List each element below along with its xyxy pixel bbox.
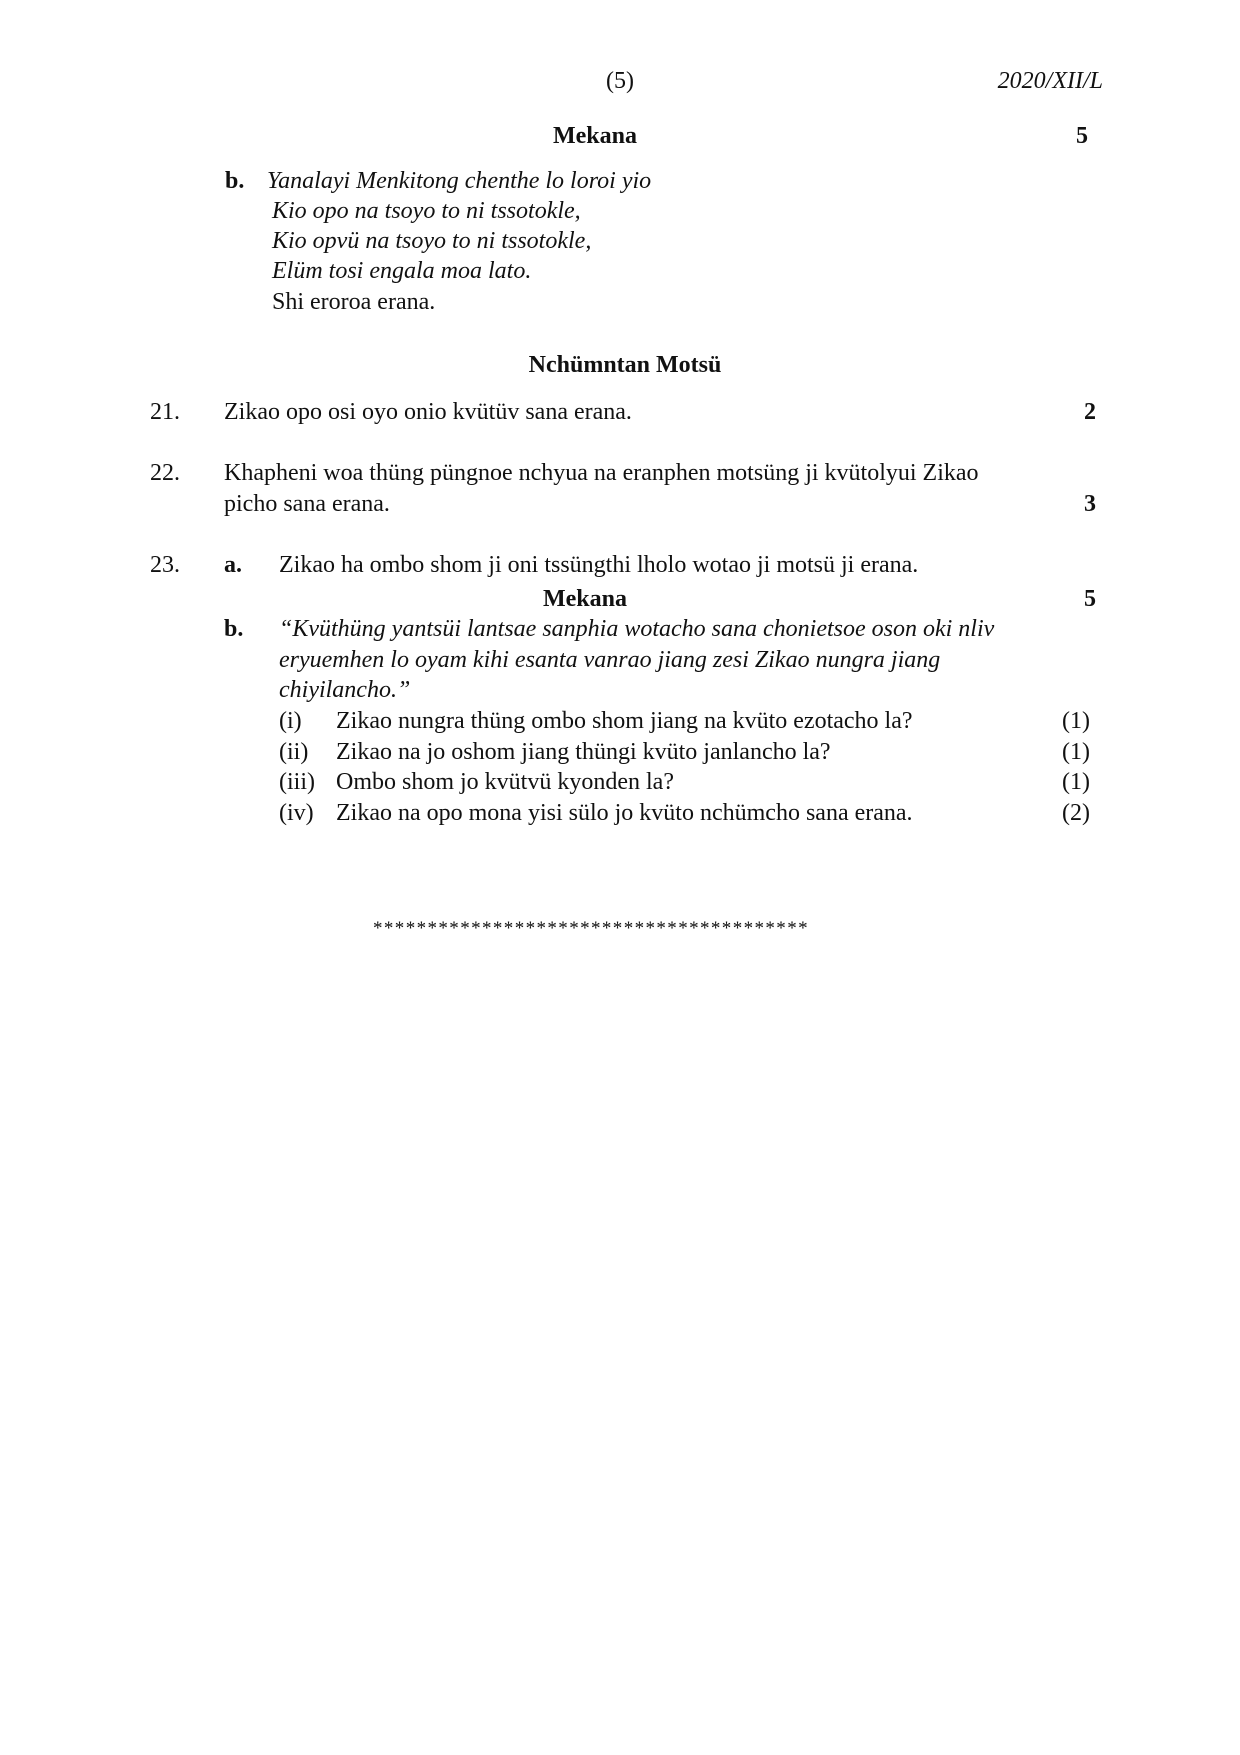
question-text-22-line-2: picho sana erana. <box>224 491 390 517</box>
subquestion-marks-iii: (1) <box>1062 769 1090 795</box>
subquestion-text-iv: Zikao na opo mona yisi sülo jo kvüto nchümcho sana erana. <box>336 800 913 826</box>
q23-quote-line-1: “Kvüthüng yantsüi lantsae sanphia wotacho sana chonietsoe oson oki nliv <box>279 616 995 642</box>
question-marks-21: 2 <box>1084 399 1096 425</box>
page-number: (5) <box>606 68 634 94</box>
subquestion-label-ii: (ii) <box>279 739 309 765</box>
or-label-top: Mekana <box>553 123 637 149</box>
subquestion-marks-iv: (2) <box>1062 800 1090 826</box>
subquestion-marks-i: (1) <box>1062 708 1090 734</box>
question-number-23: 23. <box>150 552 180 578</box>
q23-a-text: Zikao ha ombo shom ji oni tssüngthi lholo wotao ji motsü ji erana. <box>279 552 919 578</box>
poem-line-1: Yanalayi Menkitong chenthe lo loroi yio <box>267 168 652 194</box>
question-text-22-line-1: Khapheni woa thüng püngnoe nchyua na eranphen motsüng ji kvütolyui Zikao <box>224 460 979 486</box>
subquestion-text-iii: Ombo shom jo kvütvü kyonden la? <box>336 769 674 795</box>
q23-quote-line-3: chiyilancho.” <box>279 677 411 703</box>
poem-line-4: Elüm tosi engala moa lato. <box>272 258 532 284</box>
q23-b-label: b. <box>224 616 244 642</box>
subquestion-label-iii: (iii) <box>279 769 315 795</box>
poem-line-2: Kio opo na tsoyo to ni tssotokle, <box>272 198 581 224</box>
q23-a-label: a. <box>224 552 242 578</box>
or-label-q23: Mekana <box>543 586 627 612</box>
marks-q23: 5 <box>1084 586 1096 612</box>
question-number-21: 21. <box>150 399 180 425</box>
poem-line-3: Kio opvü na tsoyo to ni tssotokle, <box>272 228 592 254</box>
marks-top: 5 <box>1076 123 1088 149</box>
q23-quote-line-2: eryuemhen lo oyam kihi esanta vanrao jiang zesi Zikao nungra jiang <box>279 647 941 673</box>
subquestion-marks-ii: (1) <box>1062 739 1090 765</box>
paper-code: 2020/XII/L <box>997 68 1103 94</box>
subquestion-label-i: (i) <box>279 708 302 734</box>
question-number-22: 22. <box>150 460 180 486</box>
section-title: Nchümntan Motsü <box>528 352 722 378</box>
end-separator: **************************************** <box>373 918 809 939</box>
subquestion-text-i: Zikao nungra thüng ombo shom jiang na kvüto ezotacho la? <box>336 708 913 734</box>
question-marks-22: 3 <box>1084 491 1096 517</box>
b-label-top: b. <box>225 168 245 194</box>
subquestion-text-ii: Zikao na jo oshom jiang thüngi kvüto janlancho la? <box>336 739 831 765</box>
question-text-21: Zikao opo osi oyo onio kvütüv sana erana. <box>224 399 632 425</box>
poem-instruction: Shi eroroa erana. <box>272 289 436 315</box>
subquestion-label-iv: (iv) <box>279 800 314 826</box>
